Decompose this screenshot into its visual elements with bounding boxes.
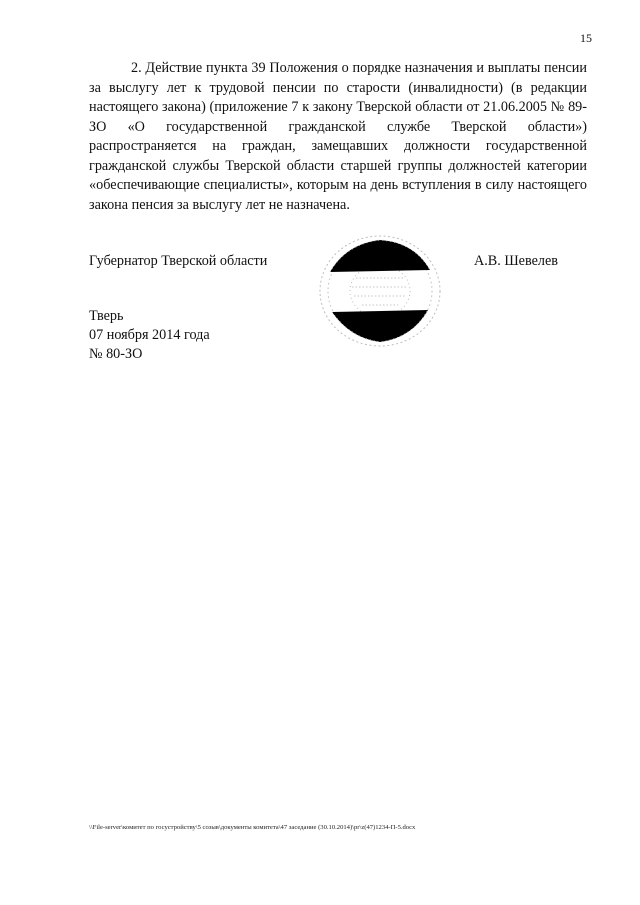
law-date: 07 ноября 2014 года	[89, 327, 210, 343]
place-date-block	[89, 307, 210, 364]
signatory-position: Губернатор Тверской области	[89, 253, 268, 269]
body-text	[89, 59, 587, 215]
paragraph-item-2: 2. Действие пункта 39 Положения о порядке назначения и выплаты пенсии за выслугу лет к трудовой пенсии по старости (инвалидности) (в редакции настоящего закона) (приложение 7 к закону Тверской области от 21.06.2005 № 89-ЗО «О государственной гражданской службе Тверской области») распространяется на граждан, замещавших должности государственной гражданской службы Тверской области старшей группы должностей категории «обеспечивающие специалисты», которым на день вступления в силу настоящего закона пенсия за выслугу лет не назначена.	[89, 60, 587, 213]
city: Тверь	[89, 308, 124, 324]
official-seal-stamp	[316, 232, 444, 350]
law-number: № 80-ЗО	[89, 346, 143, 362]
page-number: 15	[580, 31, 592, 45]
footer-file-path: \\File-server\комитет по госустройству\5 созыв\документы комитета\47 заседание (30.10.2014)\pr\z(47)1234-П-5.docx	[89, 824, 416, 831]
signatory-name: А.В. Шевелев	[474, 253, 558, 269]
